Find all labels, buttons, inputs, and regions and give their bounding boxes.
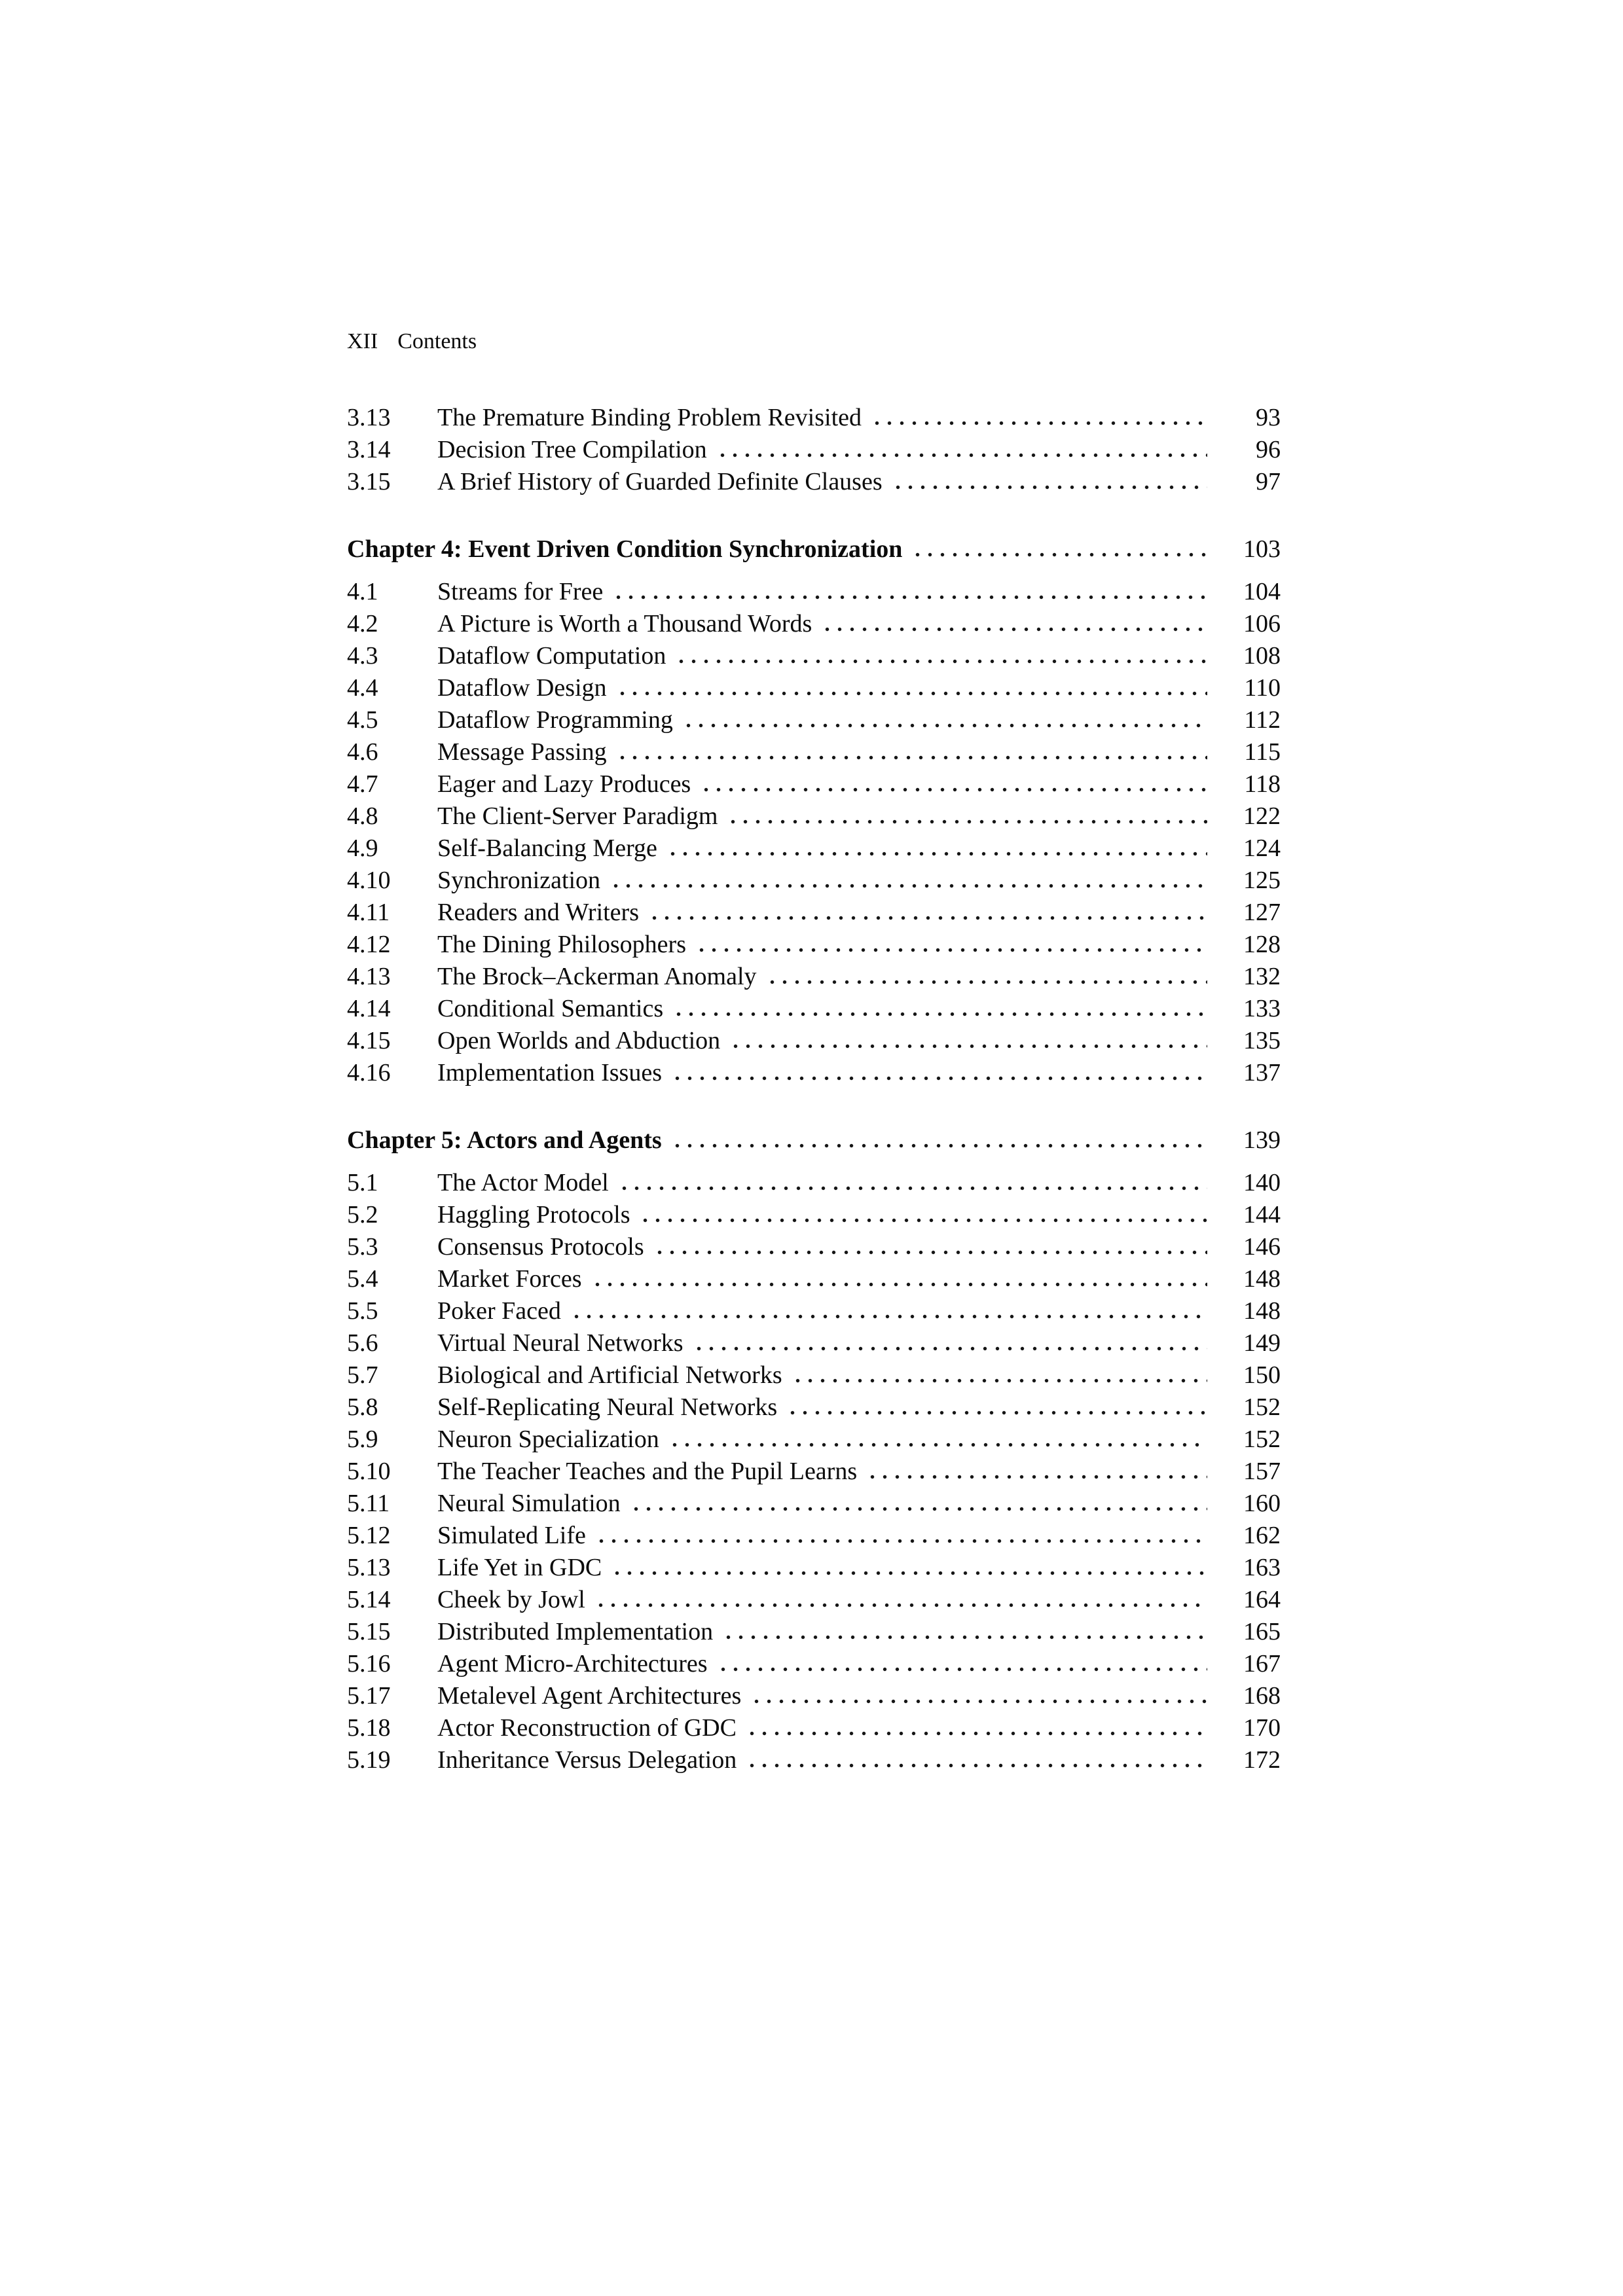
chapter-page-number: 103 <box>1243 535 1281 563</box>
dot-leader <box>909 533 1207 565</box>
entry-page-number: 164 <box>1243 1586 1281 1613</box>
entry-page-number: 118 <box>1244 770 1281 798</box>
entry-page-number: 170 <box>1243 1714 1281 1742</box>
toc-entry <box>347 1424 1281 1456</box>
toc-entry <box>347 1488 1281 1520</box>
dot-leader <box>664 833 1207 865</box>
entry-title: Simulated Life <box>437 1522 586 1549</box>
dot-leader <box>608 1552 1207 1584</box>
chapter-heading-row <box>347 533 1281 565</box>
toc-entry <box>347 961 1281 993</box>
entry-title: Consensus Protocols <box>437 1233 644 1261</box>
entry-title: Message Passing <box>437 738 607 766</box>
entry-page-number: 104 <box>1243 578 1281 605</box>
dot-leader <box>784 1391 1207 1424</box>
entry-number: 5.8 <box>347 1393 378 1421</box>
entry-number: 5.4 <box>347 1265 378 1293</box>
entry-number: 4.10 <box>347 867 391 894</box>
entry-number: 3.14 <box>347 436 391 463</box>
entry-title: Implementation Issues <box>437 1059 662 1086</box>
entry-number: 5.9 <box>347 1426 378 1453</box>
entry-number: 5.1 <box>347 1169 378 1196</box>
entry-number: 3.13 <box>347 404 391 431</box>
running-head-title: Contents <box>397 329 477 353</box>
dot-leader <box>651 1231 1207 1263</box>
entry-page-number: 97 <box>1256 468 1281 495</box>
entry-page-number: 110 <box>1244 674 1281 702</box>
entry-page-number: 108 <box>1243 642 1281 670</box>
entry-page-number: 172 <box>1243 1746 1281 1774</box>
dot-leader <box>693 929 1207 961</box>
dot-leader <box>720 1616 1207 1648</box>
dot-leader <box>670 993 1207 1025</box>
entry-title: Readers and Writers <box>437 899 639 926</box>
entry-title: Eager and Lazy Produces <box>437 770 691 798</box>
toc-entry <box>347 768 1281 800</box>
entry-page-number: 106 <box>1243 610 1281 637</box>
entry-title: Decision Tree Compilation <box>437 436 707 463</box>
entry-page-number: 149 <box>1243 1329 1281 1357</box>
dot-leader <box>615 1167 1207 1199</box>
entry-number: 4.8 <box>347 802 378 830</box>
entry-title: Neural Simulation <box>437 1490 621 1517</box>
chapter-heading-label: Chapter 5: Actors and Agents <box>347 1126 662 1154</box>
entry-title: Metalevel Agent Architectures <box>437 1682 742 1710</box>
dot-leader <box>724 800 1207 833</box>
entry-page-number: 157 <box>1243 1458 1281 1485</box>
dot-leader <box>646 897 1207 929</box>
entry-number: 5.2 <box>347 1201 378 1229</box>
toc-entry <box>347 993 1281 1025</box>
toc-entry <box>347 608 1281 640</box>
folio-page-label: XII <box>347 329 378 353</box>
entry-page-number: 150 <box>1243 1361 1281 1389</box>
toc-entry <box>347 929 1281 961</box>
entry-title: A Picture is Worth a Thousand Words <box>437 610 812 637</box>
entry-number: 4.6 <box>347 738 378 766</box>
toc-entry <box>347 672 1281 704</box>
toc-entry <box>347 1648 1281 1680</box>
entry-title: Dataflow Design <box>437 674 607 702</box>
entry-title: Neuron Specialization <box>437 1426 659 1453</box>
entry-page-number: 144 <box>1243 1201 1281 1229</box>
dot-leader <box>613 736 1207 768</box>
entry-number: 4.11 <box>347 899 390 926</box>
entry-page-number: 133 <box>1243 995 1281 1022</box>
toc-entry <box>347 1680 1281 1712</box>
entry-page-number: 122 <box>1243 802 1281 830</box>
entry-page-number: 167 <box>1243 1650 1281 1677</box>
dot-leader <box>714 434 1207 466</box>
entry-title: Haggling Protocols <box>437 1201 630 1229</box>
entry-page-number: 160 <box>1243 1490 1281 1517</box>
entry-number: 4.4 <box>347 674 378 702</box>
dot-leader <box>743 1744 1207 1776</box>
toc-entry <box>347 434 1281 466</box>
entry-number: 4.13 <box>347 963 391 990</box>
entry-number: 5.11 <box>347 1490 390 1517</box>
toc-entry <box>347 1199 1281 1231</box>
entry-number: 4.16 <box>347 1059 391 1086</box>
entry-page-number: 140 <box>1243 1169 1281 1196</box>
entry-page-number: 132 <box>1243 963 1281 990</box>
entry-title: The Client-Server Paradigm <box>437 802 718 830</box>
entry-page-number: 148 <box>1243 1297 1281 1325</box>
entry-title: Actor Reconstruction of GDC <box>437 1714 737 1742</box>
entry-page-number: 163 <box>1243 1554 1281 1581</box>
entry-page-number: 152 <box>1243 1426 1281 1453</box>
toc-entry <box>347 1520 1281 1552</box>
dot-leader <box>607 865 1207 897</box>
entry-title: Virtual Neural Networks <box>437 1329 684 1357</box>
toc-entry <box>347 1456 1281 1488</box>
entry-number: 5.14 <box>347 1586 391 1613</box>
entry-title: Dataflow Programming <box>437 706 673 734</box>
dot-leader <box>680 704 1207 736</box>
dot-leader <box>763 961 1207 993</box>
dot-leader <box>636 1199 1207 1231</box>
toc-entry <box>347 1263 1281 1295</box>
dot-leader <box>568 1295 1207 1327</box>
entry-number: 5.19 <box>347 1746 391 1774</box>
dot-leader <box>714 1648 1207 1680</box>
entry-title: Open Worlds and Abduction <box>437 1027 721 1054</box>
entry-page-number: 152 <box>1243 1393 1281 1421</box>
toc-entry <box>347 1359 1281 1391</box>
entry-number: 5.5 <box>347 1297 378 1325</box>
toc-entry <box>347 1057 1281 1089</box>
entry-number: 4.1 <box>347 578 378 605</box>
dot-leader <box>727 1025 1207 1057</box>
entry-number: 4.2 <box>347 610 378 637</box>
entry-number: 4.7 <box>347 770 378 798</box>
toc-entry <box>347 640 1281 672</box>
entry-title: The Teacher Teaches and the Pupil Learns <box>437 1458 858 1485</box>
entry-page-number: 165 <box>1243 1618 1281 1645</box>
dot-leader <box>818 608 1207 640</box>
entry-number: 5.12 <box>347 1522 391 1549</box>
entry-number: 4.9 <box>347 834 378 862</box>
entry-page-number: 168 <box>1243 1682 1281 1710</box>
entry-number: 5.3 <box>347 1233 378 1261</box>
entry-title: Self-Balancing Merge <box>437 834 657 862</box>
entry-title: The Premature Binding Problem Revisited <box>437 404 862 431</box>
toc-group <box>347 1124 1281 1776</box>
toc-entry <box>347 1584 1281 1616</box>
dot-leader <box>889 466 1207 498</box>
toc-entry <box>347 897 1281 929</box>
dot-leader <box>666 1424 1207 1456</box>
entry-page-number: 137 <box>1243 1059 1281 1086</box>
entry-page-number: 112 <box>1244 706 1281 734</box>
entry-number: 5.16 <box>347 1650 391 1677</box>
toc-entry <box>347 1025 1281 1057</box>
toc-entry <box>347 466 1281 498</box>
dot-leader <box>789 1359 1207 1391</box>
entry-number: 5.18 <box>347 1714 391 1742</box>
toc-entry <box>347 1231 1281 1263</box>
chapter-page-number: 139 <box>1243 1126 1281 1154</box>
entry-number: 3.15 <box>347 468 391 495</box>
dot-leader <box>748 1680 1207 1712</box>
dot-leader <box>864 1456 1207 1488</box>
entry-number: 4.3 <box>347 642 378 670</box>
dot-leader <box>589 1263 1207 1295</box>
dot-leader <box>613 672 1207 704</box>
entry-title: Poker Faced <box>437 1297 561 1325</box>
entry-title: Market Forces <box>437 1265 582 1293</box>
chapter-heading-label: Chapter 4: Event Driven Condition Synchronization <box>347 535 903 563</box>
dot-leader <box>668 1057 1207 1089</box>
entry-title: A Brief History of Guarded Definite Clauses <box>437 468 883 495</box>
entry-title: The Dining Philosophers <box>437 931 686 958</box>
entry-title: Streams for Free <box>437 578 604 605</box>
entry-title: Conditional Semantics <box>437 995 664 1022</box>
entry-number: 4.12 <box>347 931 391 958</box>
toc-entry <box>347 1391 1281 1424</box>
toc-group <box>347 533 1281 1089</box>
toc-entry <box>347 1327 1281 1359</box>
toc-entry <box>347 1552 1281 1584</box>
dot-leader <box>868 402 1207 434</box>
dot-leader <box>743 1712 1207 1744</box>
dot-leader <box>592 1584 1207 1616</box>
entry-number: 4.14 <box>347 995 391 1022</box>
entry-title: Distributed Implementation <box>437 1618 714 1645</box>
entry-page-number: 128 <box>1243 931 1281 958</box>
entry-page-number: 96 <box>1256 436 1281 463</box>
chapter-heading-row <box>347 1124 1281 1157</box>
entry-title: Synchronization <box>437 867 601 894</box>
entry-page-number: 148 <box>1243 1265 1281 1293</box>
entry-number: 4.5 <box>347 706 378 734</box>
dot-leader <box>690 1327 1208 1359</box>
toc-entry <box>347 402 1281 434</box>
entry-page-number: 146 <box>1243 1233 1281 1261</box>
dot-leader <box>593 1520 1207 1552</box>
entry-page-number: 125 <box>1243 867 1281 894</box>
entry-title: Agent Micro-Architectures <box>437 1650 708 1677</box>
entry-number: 5.15 <box>347 1618 391 1645</box>
entry-title: Life Yet in GDC <box>437 1554 602 1581</box>
toc-entry <box>347 704 1281 736</box>
toc-entry <box>347 833 1281 865</box>
entry-number: 5.6 <box>347 1329 378 1357</box>
entry-page-number: 162 <box>1243 1522 1281 1549</box>
dot-leader <box>610 576 1207 608</box>
entry-page-number: 93 <box>1256 404 1281 431</box>
dot-leader <box>697 768 1207 800</box>
entry-title: Biological and Artificial Networks <box>437 1361 782 1389</box>
toc-entry <box>347 1744 1281 1776</box>
entry-title: The Brock–Ackerman Anomaly <box>437 963 757 990</box>
entry-page-number: 124 <box>1243 834 1281 862</box>
entry-number: 4.15 <box>347 1027 391 1054</box>
entry-page-number: 135 <box>1243 1027 1281 1054</box>
entry-number: 5.7 <box>347 1361 378 1389</box>
toc-entry <box>347 1295 1281 1327</box>
entry-title: Cheek by Jowl <box>437 1586 585 1613</box>
toc-entry <box>347 865 1281 897</box>
toc-entry <box>347 1616 1281 1648</box>
toc <box>347 402 1281 1776</box>
entry-number: 5.17 <box>347 1682 391 1710</box>
toc-entry <box>347 1712 1281 1744</box>
entry-title: Dataflow Computation <box>437 642 666 670</box>
toc-entry <box>347 576 1281 608</box>
toc-group <box>347 402 1281 498</box>
toc-entry <box>347 1167 1281 1199</box>
entry-page-number: 115 <box>1244 738 1281 766</box>
page-header <box>347 327 1281 356</box>
toc-entry <box>347 800 1281 833</box>
entry-number: 5.10 <box>347 1458 391 1485</box>
entry-title: The Actor Model <box>437 1169 609 1196</box>
dot-leader <box>668 1124 1207 1157</box>
entry-page-number: 127 <box>1243 899 1281 926</box>
toc-entry <box>347 736 1281 768</box>
entry-number: 5.13 <box>347 1554 391 1581</box>
dot-leader <box>672 640 1207 672</box>
entry-title: Self-Replicating Neural Networks <box>437 1393 778 1421</box>
dot-leader <box>627 1488 1207 1520</box>
entry-title: Inheritance Versus Delegation <box>437 1746 737 1774</box>
